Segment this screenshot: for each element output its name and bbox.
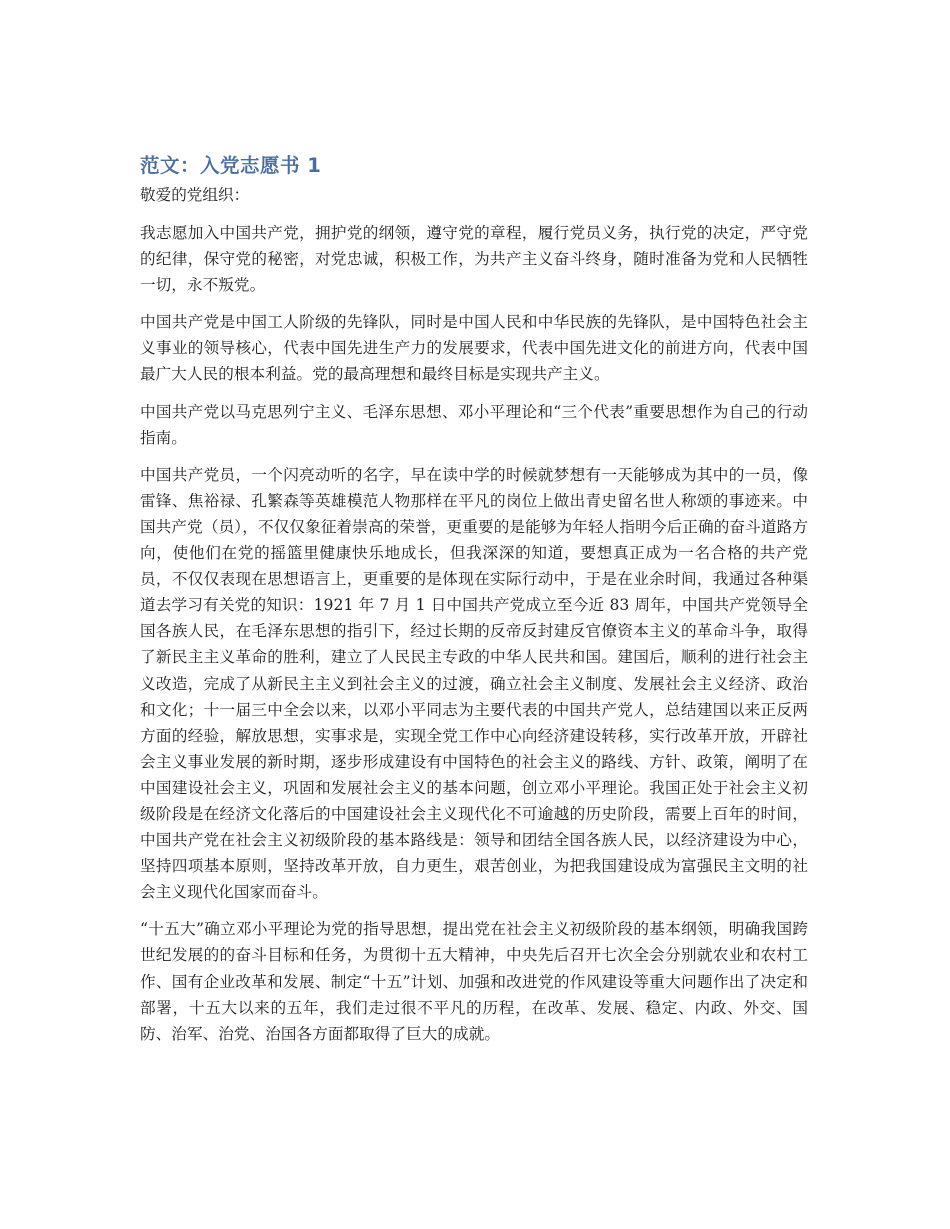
salutation: 敬爱的党组织： xyxy=(140,186,250,204)
paragraph-party-history: 中国共产党员，一个闪亮动听的名字，早在读中学的时候就梦想有一天能够成为其中的一员，像雷锋、焦裕禄、孔繁森等英雄模范人物那样在平凡的岗位上做出青史留名世人称颂的事迹来。中国共产党（员），不仅仅象征着崇高的荣誉，更重要的是能够为年轻人指明今后正确的奋斗道路方向，使他们在党的摇篮里健康快乐地成长，但我深深的知道，要想真正成为一名合格的共产党员，不仅仅表现在思想语言上，更重要的是体现在实际行动中，于是在业余时间，我通过各种渠道去学习有关党的知识：1921 年 7 月 1 日中国共产党成立至今近 83 周年，中国共产党领导全国各族人民，在毛泽东思想的指引下，经过长期的反帝反封建反官僚资本主义的革命斗争，取得了新民主主义革命的胜利，建立了人民民主专政的中华人民共和国。建国后，顺利的进行社会主义改造，完成了从新民主主义到社会主义的过渡，确立社会主义制度、发展社会主义经济、政治和文化；十一届三中全会以来，以邓小平同志为主要代表的中国共产党人，总结建国以来正反两方面的经验，解放思想，实事求是，实现全党工作中心向经济建设转移，实行改革开放，开辟社会主义事业发展的新时期，逐步形成建设有中国特色的社会主义的路线、方针、政策，阐明了在中国建设社会主义，巩固和发展社会主义的基本问题，创立邓小平理论。我国正处于社会主义初级阶段是在经济文化落后的中国建设社会主义现代化不可逾越的历史阶段，需要上百年的时间，中国共产党在社会主义初级阶段的基本路线是：领导和团结全国各族人民，以经济建设为中心，坚持四项基本原则，坚持改革开放，自力更生，艰苦创业，为把我国建设成为富强民主文明的社会主义现代化国家而奋斗。 xyxy=(140,465,808,902)
paragraph-guiding-ideology: 中国共产党以马克思列宁主义、毛泽东思想、邓小平理论和“三个代表”重要思想作为自己的行动指南。 xyxy=(140,402,808,447)
document-title: 范文：入党志愿书 1 xyxy=(140,154,322,177)
document-page xyxy=(140,150,808,1058)
paragraph-party-nature: 中国共产党是中国工人阶级的先锋队，同时是中国人民和中华民族的先锋队，是中国特色社会主义事业的领导核心，代表中国先进生产力的发展要求，代表中国先进文化的前进方向，代表中国最广大人民的根本利益。党的最高理想和最终目标是实现共产主义。 xyxy=(140,313,808,384)
paragraph-fifteenth-congress: “十五大”确立邓小平理论为党的指导思想，提出党在社会主义初级阶段的基本纲领，明确我国跨世纪发展的的奋斗目标和任务，为贯彻十五大精神，中央先后召开七次全会分别就农业和农村工作、国有企业改革和发展、制定“十五”计划、加强和改进党的作风建设等重大问题作出了决定和部署，十五大以来的五年，我们走过很不平凡的历程，在改革、发展、稳定、内政、外交、国防、治军、治党、治国各方面都取得了巨大的成就。 xyxy=(140,920,808,1043)
paragraph-pledge: 我志愿加入中国共产党，拥护党的纲领，遵守党的章程，履行党员义务，执行党的决定，严守党的纪律，保守党的秘密，对党忠诚，积极工作，为共产主义奋斗终身，随时准备为党和人民牺牲一切，永不叛党。 xyxy=(140,224,808,295)
